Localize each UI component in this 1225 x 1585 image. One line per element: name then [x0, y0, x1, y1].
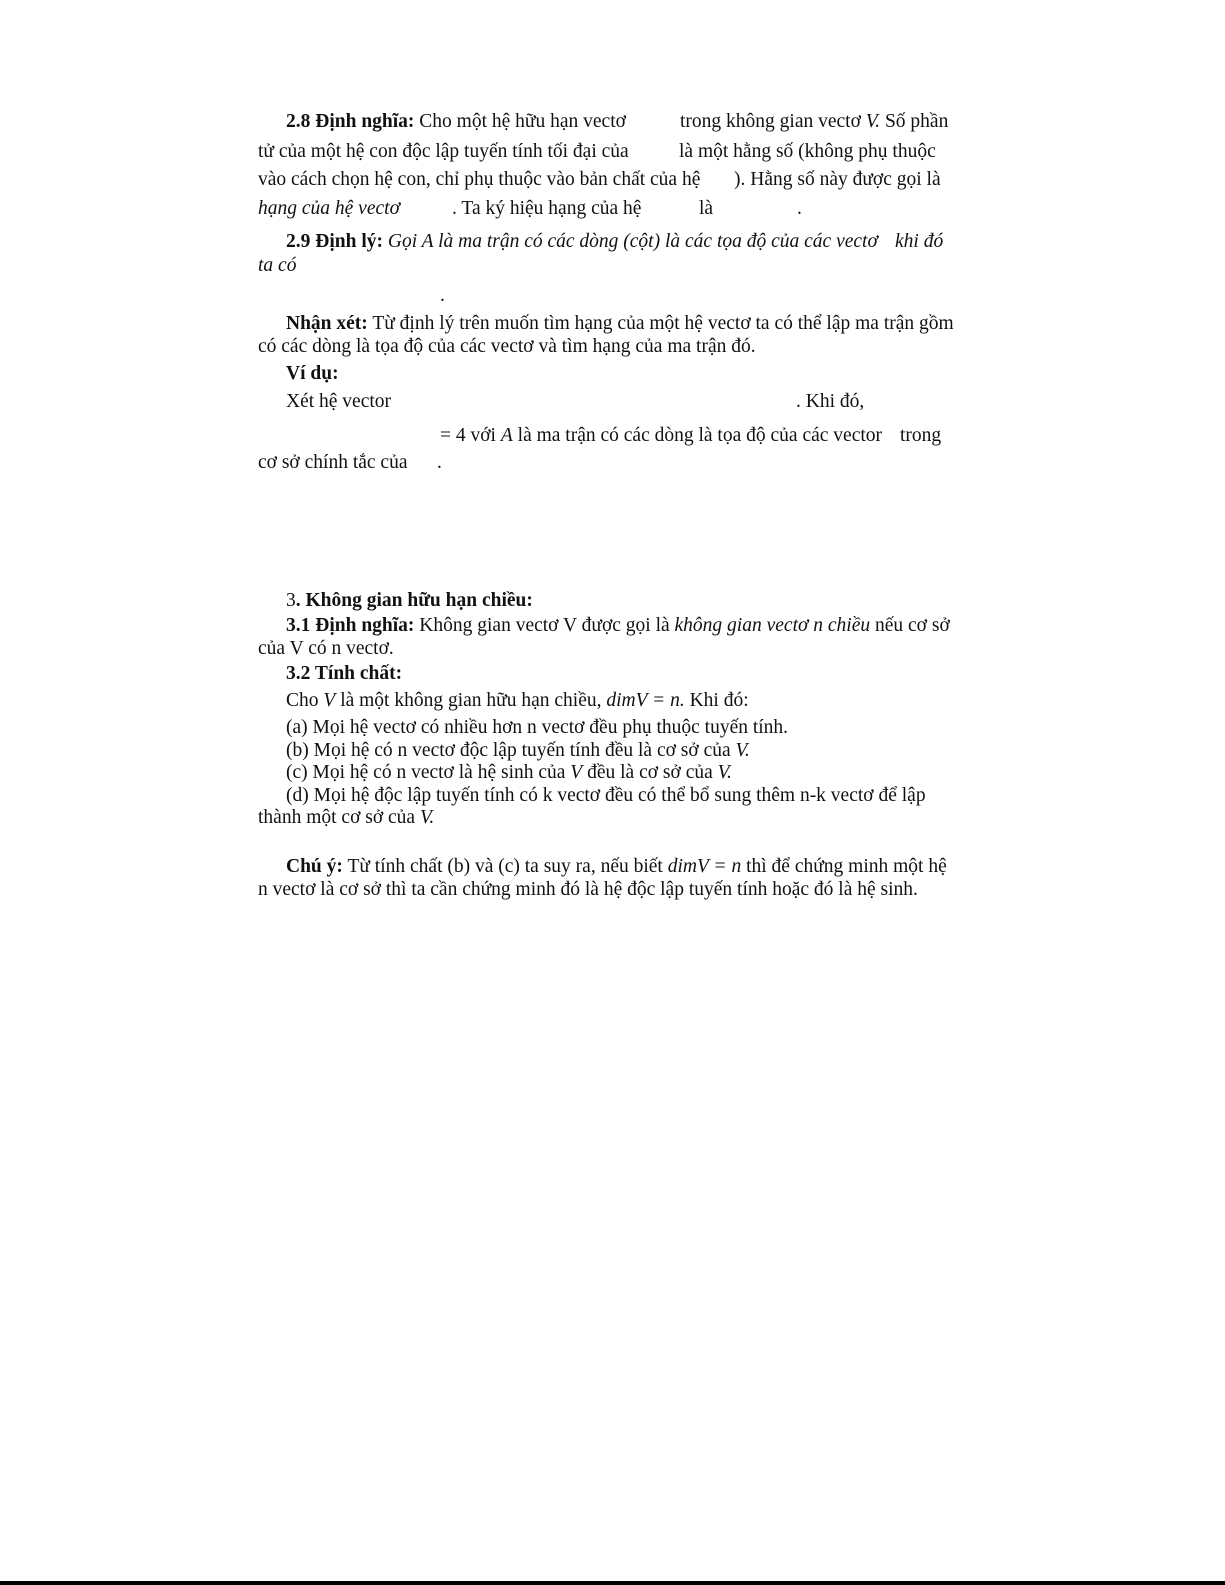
remark-line-1: [286, 312, 954, 336]
page-bottom-rule: [0, 1581, 1225, 1585]
example-line-1a: Xét hệ vector: [286, 391, 392, 412]
text: Cho một hệ hữu hạn vectơ: [419, 111, 626, 132]
section-3-heading: [286, 589, 533, 613]
text: là ma trận có các dòng là tọa độ của các vector: [517, 425, 883, 446]
text: Gọi A là ma trận có các dòng (cột) là các tọa độ của các vectơ: [387, 231, 878, 252]
prop-3-2-label: [286, 662, 402, 686]
example-line-1b: . Khi đó,: [796, 391, 865, 412]
thm-2-9-line-2: [258, 254, 296, 278]
thm-2-9-line-3: .: [440, 285, 445, 306]
thm-2-9-line-1: [286, 230, 878, 254]
text: Không gian vectơ V được gọi là: [419, 615, 670, 636]
note-line-1: [286, 855, 947, 879]
example-label: [286, 362, 339, 386]
def-3-1-line-2: của V có n vectơ.: [258, 638, 394, 659]
text: Từ tính chất (b) và (c) ta suy ra, nếu biết: [347, 856, 663, 877]
text: đều là cơ sở của: [587, 762, 713, 783]
def-2-8-line-3a: vào cách chọn hệ con, chỉ phụ thuộc vào bản chất của hệ: [258, 169, 701, 190]
text: Số phần: [884, 111, 949, 132]
dim-expr: dimV = n: [667, 856, 742, 877]
remark-label: Nhận xét:: [286, 313, 368, 334]
thm-2-9-line-1b: [895, 230, 943, 254]
prop-3-2-label-text: 3.2 Tính chất:: [286, 663, 403, 684]
def-2-8-line-2b: là một hằng số (không phụ thuộc: [679, 141, 936, 162]
prop-item-c: [286, 761, 732, 785]
text: thành một cơ sở của: [258, 807, 416, 828]
text: thì để chứng minh một hệ: [746, 856, 947, 877]
var-v: V.: [735, 740, 750, 761]
var-v: V.: [717, 762, 732, 783]
example-line-3a: cơ sở chính tắc của: [258, 452, 408, 473]
thm-2-9-label: 2.9 Định lý:: [286, 231, 383, 252]
var-v: V.: [865, 111, 881, 132]
var-v: V.: [419, 807, 435, 828]
def-3-1-line-1: [286, 614, 950, 638]
var-v: V: [570, 762, 583, 783]
prop-item-a: (a) Mọi hệ vectơ có nhiều hơn n vectơ đều phụ thuộc tuyến tính.: [286, 717, 789, 738]
text: khi đó: [895, 231, 944, 252]
def-3-1-label: 3.1 Định nghĩa:: [286, 615, 415, 636]
prop-item-d-line-1: (d) Mọi hệ độc lập tuyến tính có k vectơ đều có thể bổ sung thêm n-k vectơ để lập: [286, 785, 926, 806]
text: Từ định lý trên muốn tìm hạng của một hệ vectơ ta có thể lập ma trận gồm: [372, 313, 954, 334]
def-2-8-line-2a: tử của một hệ con độc lập tuyến tính tối đại của: [258, 141, 629, 162]
example-label-text: Ví dụ:: [286, 363, 339, 384]
text: trong không gian vectơ: [680, 111, 861, 132]
text: là một không gian hữu hạn chiều,: [340, 690, 602, 711]
prop-3-2-intro: [286, 689, 749, 713]
example-line-2c: trong: [900, 425, 942, 446]
remark-line-2: có các dòng là tọa độ của các vectơ và tìm hạng của ma trận đó.: [258, 336, 756, 357]
def-2-8-line-1b: [680, 110, 948, 134]
prop-item-d-line-2: [258, 806, 434, 830]
example-line-3b: .: [437, 452, 442, 473]
note-line-2: n vectơ là cơ sở thì ta cần chứng minh đó là hệ độc lập tuyến tính hoặc đó là hệ sinh.: [258, 879, 918, 900]
def-2-8-label: 2.8 Định nghĩa:: [286, 111, 415, 132]
text: Cho: [286, 690, 319, 711]
var-a: A: [500, 425, 513, 446]
var-v: V: [323, 690, 336, 711]
example-line-2: [440, 424, 882, 448]
def-2-8-line-4b: . Ta ký hiệu hạng của hệ: [452, 198, 642, 219]
text: ta có: [258, 255, 297, 276]
section-title: . Không gian hữu hạn chiều:: [295, 590, 533, 611]
section-number: 3: [286, 590, 296, 611]
term: không gian vectơ n chiều: [674, 615, 871, 636]
def-2-8-line-3b: ). Hằng số này được gọi là: [734, 169, 941, 190]
text: (b) Mọi hệ có n vectơ độc lập tuyến tính đều là cơ sở của: [286, 740, 731, 761]
def-2-8-line-4a: [258, 197, 400, 221]
text: Khi đó:: [689, 690, 749, 711]
def-2-8-line-1: [286, 110, 626, 134]
text: (c) Mọi hệ có n vectơ là hệ sinh của: [286, 762, 566, 783]
dim-expr: dimV = n.: [606, 690, 685, 711]
text: = 4 với: [440, 425, 496, 446]
def-2-8-line-4c: là: [699, 198, 714, 219]
def-2-8-line-4d: .: [797, 198, 802, 219]
term-rank: hạng của hệ vectơ: [258, 198, 400, 219]
prop-item-b: [286, 739, 750, 763]
note-label: Chú ý:: [286, 856, 343, 877]
text: nếu cơ sở: [875, 615, 950, 636]
